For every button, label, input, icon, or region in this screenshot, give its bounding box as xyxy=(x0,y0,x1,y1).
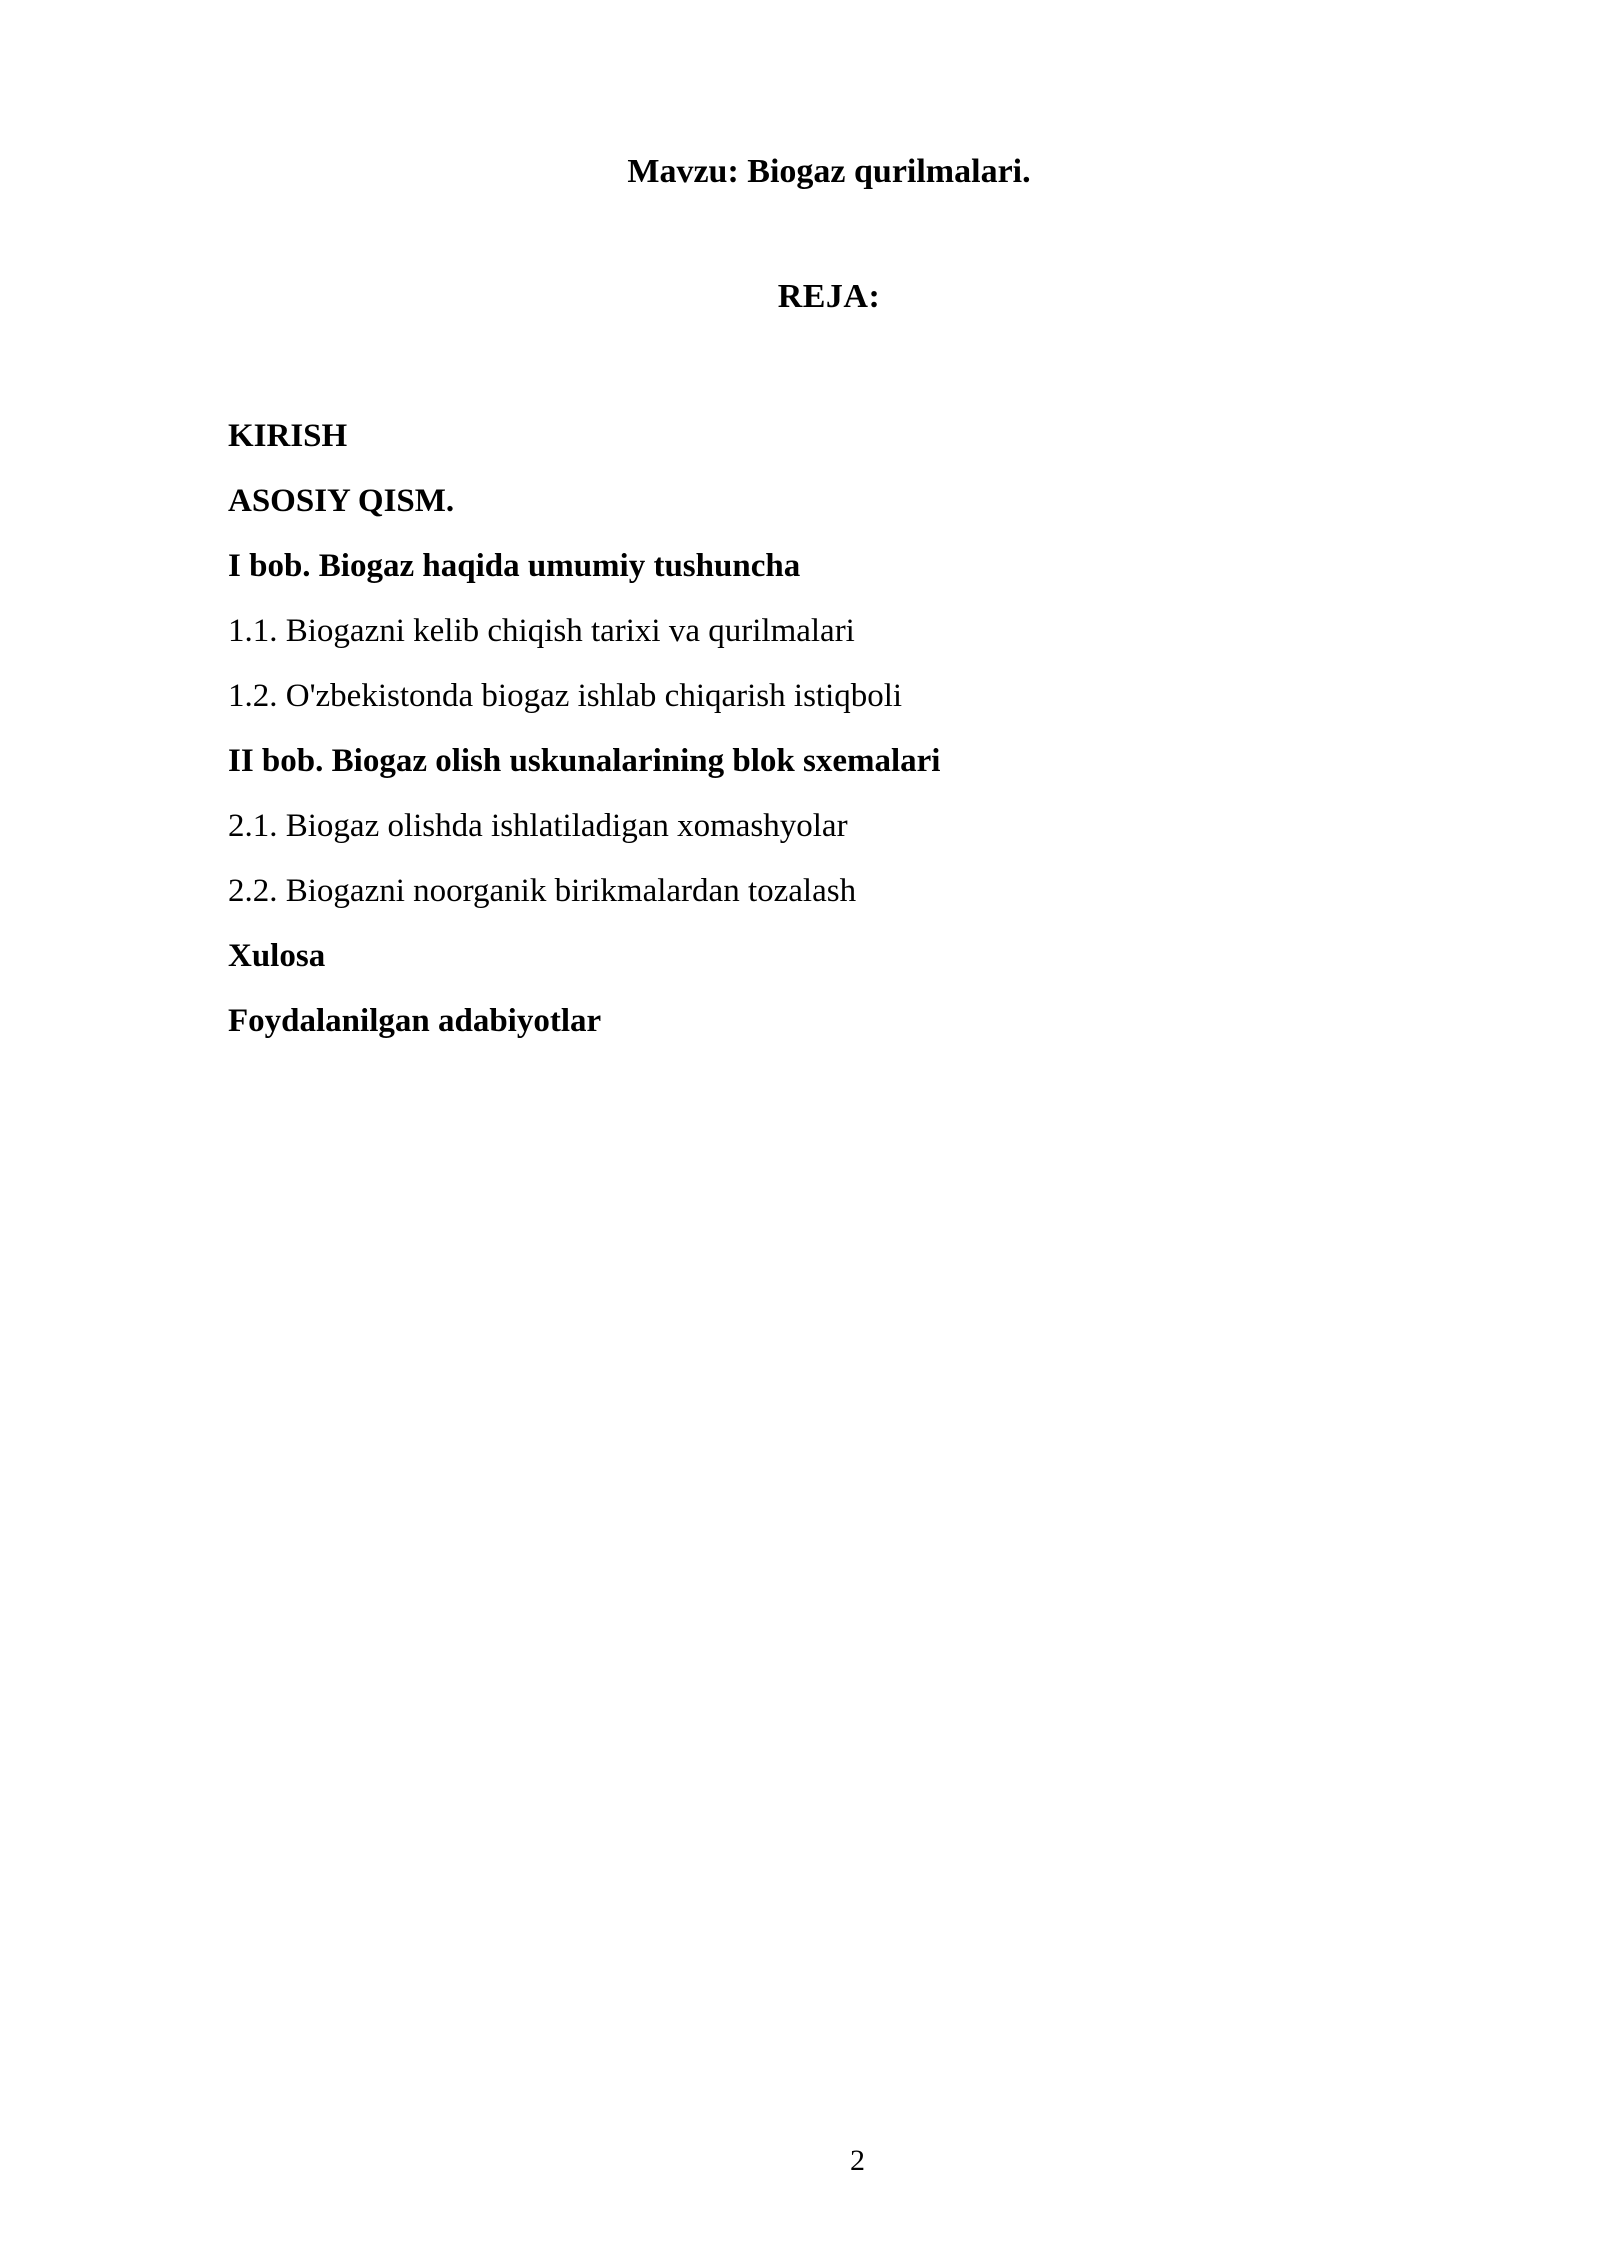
toc-entry: ASOSIY QISM. xyxy=(228,483,455,519)
toc-entry: 2.1. Biogaz olishda ishlatiladigan xomashyolar xyxy=(228,808,848,844)
toc-entry: Xulosa xyxy=(228,938,326,974)
toc-entry: I bob. Biogaz haqida umumiy tushuncha xyxy=(228,548,801,584)
toc-entry: II bob. Biogaz olish uskunalarining blok sxemalari xyxy=(228,743,941,779)
toc-entry: 1.2. O'zbekistonda biogaz ishlab chiqarish istiqboli xyxy=(228,678,903,714)
toc-entry: Foydalanilgan adabiyotlar xyxy=(228,1003,602,1039)
table-of-contents xyxy=(228,404,1378,1054)
toc-entry: 2.2. Biogazni noorganik birikmalardan tozalash xyxy=(228,873,857,909)
plan-heading: REJA: xyxy=(777,278,881,315)
page-number: 2 xyxy=(850,2144,865,2177)
toc-entry: KIRISH xyxy=(228,418,348,454)
page-title: Mavzu: Biogaz qurilmalari. xyxy=(627,153,1031,190)
toc-entry: 1.1. Biogazni kelib chiqish tarixi va qurilmalari xyxy=(228,613,855,649)
